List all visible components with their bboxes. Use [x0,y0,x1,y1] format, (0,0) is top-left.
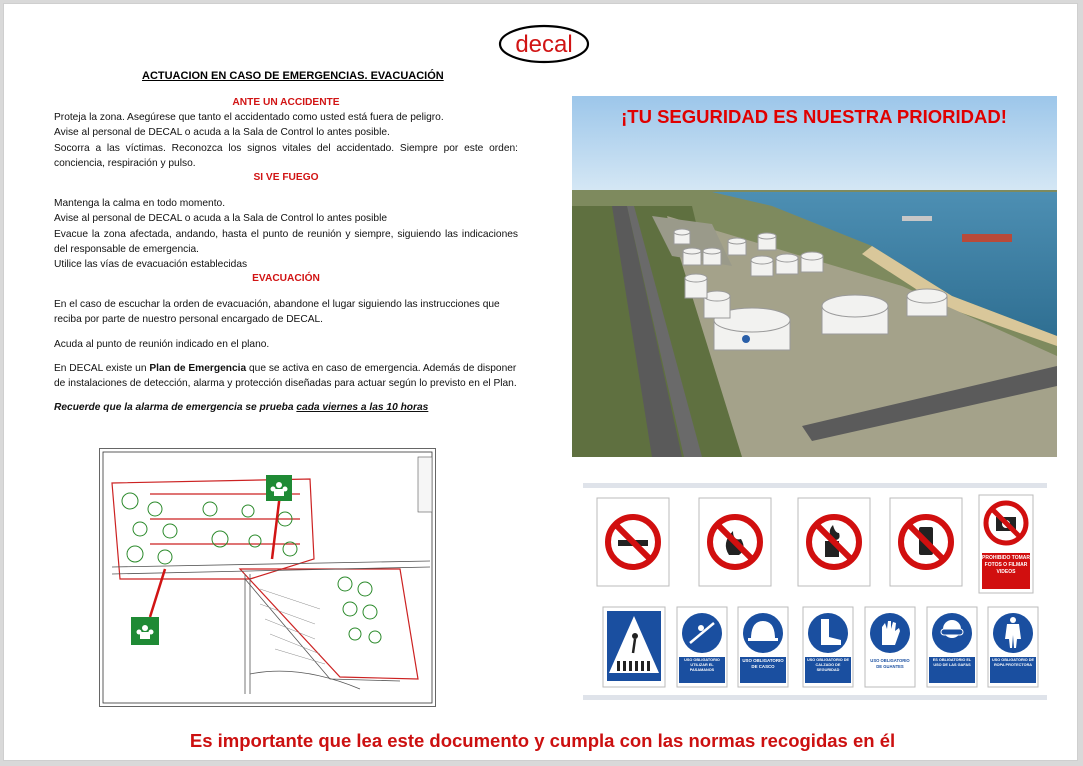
no-smoking-sign [597,498,669,586]
alarm-reminder: Recuerde que la alarma de emergencia se prueba cada viernes a las 10 horas [54,402,429,414]
no-photos-sign [979,495,1033,593]
accidente-line-2: Avise al personal de DECAL o acuda a la Sala de Control lo antes posible. [54,127,390,139]
accidente-line-3: Socorra a las víctimas. Reconozca los signos vitales del accidentado. Siempre por este orden: conciencia, respiración y pulso. [54,142,518,169]
svg-text:decal: decal [515,31,573,58]
safety-signs-drawing [583,483,1047,702]
fuego-line-4: Utilice las vías de evacuación establecidas [54,259,248,271]
document-title: ACTUACION EN CASO DE EMERGENCIAS. EVACUACIÓN [142,70,444,82]
decal-logo [498,24,590,64]
heading-ante-un-accidente: ANTE UN ACCIDENTE [232,97,340,108]
safety-signs-panel [583,483,1047,702]
no-photos-caption: PROHIBIDO TOMAR FOTOS O FILMAR VIDEOS [982,555,1030,575]
section-evacuacion [54,271,518,415]
terminal-aerial-photo [572,96,1057,457]
evacuacion-paragraph-1: En el caso de escuchar la orden de evacuación, abandone el lugar siguiendo las instrucciones que reciba por parte de nuestro personal encargado de DECAL. [54,299,500,326]
banner-title: ¡TU SEGURIDAD ES NUESTRA PRIORIDAD! [621,106,1007,127]
footer-notice: Es importante que lea este documento y cumpla con las normas recogidas en él [189,730,896,751]
section-fuego [54,170,518,272]
section-accidente [54,95,518,171]
accidente-line-1: Proteja la zona. Asegúrese que tanto el accidentado como usted está fuera de peligro. [54,112,444,124]
no-mobile-phone-sign [890,498,962,586]
mandatory-helmet-sign: USO OBLIGATORIO DE CASCO [738,607,788,687]
assembly-point-icon-2 [131,617,159,645]
fuego-line-3: Evacue la zona afectada, andando, hasta el punto de reunión y siempre, siguiendo las indicaciones del responsable de emergencia. [54,228,518,255]
site-plan-drawing [100,449,435,706]
no-open-flame-sign [699,498,771,586]
evacuation-plan-map [99,448,436,707]
heading-si-ve-fuego: SI VE FUEGO [253,172,319,183]
mandatory-gloves-sign: USO OBLIGATORIO DE GUANTES [865,607,915,687]
mandatory-goggles-sign: ES OBLIGATORIO EL USO DE LAS GAFAS [927,607,977,687]
mandatory-handrail-sign: USO OBLIGATORIO UTILIZAR EL PASAMANOS [677,607,727,687]
assembly-point-icon-1 [266,475,292,501]
document-page [3,3,1078,761]
mandatory-safety-boots-sign: USO OBLIGATORIO DE CALZADO DE SEGURIDAD [803,607,853,687]
no-lighter-sign [798,498,870,586]
pedestrian-crossing-sign [603,607,665,687]
fuego-line-2: Avise al personal de DECAL o acuda a la Sala de Control lo antes posible [54,213,387,225]
evacuacion-paragraph-2: Acuda al punto de reunión indicado en el plano. [54,338,270,350]
mandatory-protective-clothing-sign: USO OBLIGATORIO DE ROPA PROTECTORA [988,607,1038,687]
fuego-line-1: Mantenga la calma en todo momento. [54,198,226,210]
aerial-photo-illustration [572,96,1057,457]
evacuacion-paragraph-3: En DECAL existe un Plan de Emergencia que se activa en caso de emergencia. Además de disponer de instalaciones de detección, alarma y protección diseñadas para actuar según lo previsto en el Plan. [54,362,517,390]
heading-evacuacion: EVACUACIÓN [252,273,320,284]
